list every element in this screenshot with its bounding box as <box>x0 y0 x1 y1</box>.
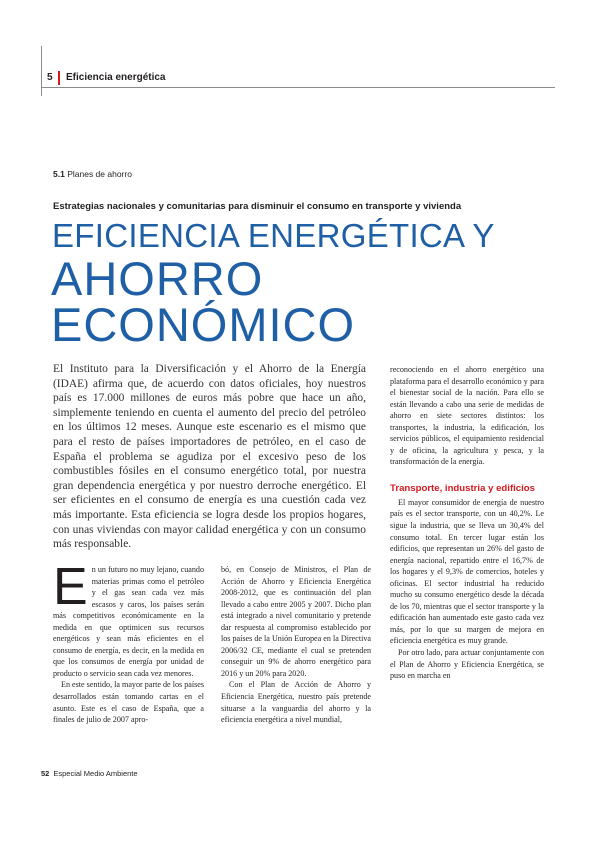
paragraph: n un futuro no muy lejano, cuando materias primas como el petróleo y el gas sean cada vez más escasos y caros, los países serán más competitivos económicamente en la medida en que optimicen sus recursos energéticos y sean más eficientes en el consumo de energía, es decir, en la medida en que los consumos de energía por unidad de producto o servicio sean cada vez menores. <box>53 565 204 678</box>
article-intro: El Instituto para la Diversificación y el Ahorro de la Energía (IDAE) afirma que, de acuerdo con datos oficiales, hoy nuestros país es 17.000 millones de euros más pobre que hace un año, simplemente teniendo en cuenta el aumento del precio del petróleo en los últimos 12 meses. Aunque este escenario es el mismo que para el resto de países importadores de petróleo, en el caso de España el problema se agudiza por el excesivo peso de los combustibles fósiles en el consumo energético total, por nuestra gran dependencia energética y por nuestro derroche energético. El ser eficientes en el consumo de energía es una cuestión cada vez más importante. Esta eficiencia se logra desde los propios hogares, con unas viviendas con mayor calidad energética y con un consumo más responsable. <box>53 363 366 551</box>
section-name: Planes de ahorro <box>67 169 132 179</box>
body-column-2 <box>221 564 371 726</box>
section-label <box>53 169 132 179</box>
page-number: 52 <box>41 769 50 778</box>
chapter-number: 5 <box>47 72 53 83</box>
headline-line-2: AHORRO <box>51 252 264 305</box>
drop-cap: E <box>53 558 88 616</box>
publication-name: Especial Medio Ambiente <box>53 769 138 778</box>
running-header <box>41 71 555 87</box>
paragraph: Con el Plan de Acción de Ahorro y Eficiencia Energética, nuestro país pretende situarse a la vanguardia del ahorro y la eficiencia energética a nivel mundial, <box>221 680 371 725</box>
body-column-1 <box>53 558 204 726</box>
article-kicker: Estrategias nacionales y comunitarias para disminuir el consumo en transporte y vivienda <box>53 201 462 212</box>
paragraph: El mayor consumidor de energía de nuestro país es el sector transporte, con un 40,2%. Le sigue la industria, que se lleva un 30,4% del consumo total. En tercer lugar están los edificios, que representan un 26% del gasto de energía nacional, repartido entre el 16,7% de los hogares y el 9,3% de comercios, hoteles y oficinas. El sector industrial ha reducido mucho su consumo energético desde la década de los 70, mientras que el sector transporte y la edificación han aumentado este gasto cada vez más, por lo que su margen de mejora en eficiencia energética es muy grande. <box>390 497 544 646</box>
header-rule <box>41 87 555 88</box>
headline-line-3: ECONÓMICO <box>51 298 356 351</box>
headline-line-1: EFICIENCIA ENERGÉTICA Y <box>52 217 495 254</box>
body-column-3 <box>390 364 544 682</box>
chapter-title: Eficiencia energética <box>66 72 166 83</box>
header-accent-bar <box>58 71 60 85</box>
subheading: Transporte, industria y edificios <box>390 482 536 494</box>
paragraph: reconociendo en el ahorro energético una plataforma para el desarrollo económico y para el bienestar social de la nación. Para ello se están llevando a cabo una serie de medidas de ahorro en siete sectores distintos: los transportes, la industria, la edificación, los servicios públicos, el equipamiento residencial y de oficina, la agricultura y pesca, y la transformación de la energía. <box>390 365 544 467</box>
paragraph: Por otro lado, para actuar conjuntamente con el Plan de Ahorro y Eficiencia Energética, se puso en marcha en <box>390 648 544 681</box>
paragraph: bó, en Consejo de Ministros, el Plan de Acción de Ahorro y Eficiencia Energética 2008-2012, que es continuación del plan llevado a cabo entre 2005 y 2007. Dicho plan está integrado a nivel comunitario y pretende dar respuesta al compromiso establecido por los países de la Unión Europea en la Directiva 2006/32 CE, mediante el cual se pretenden conseguir un 9% de ahorro energético para 2016 y un 20% para 2020. <box>221 565 371 678</box>
paragraph: En este sentido, la mayor parte de los países desarrollados están tomando cartas en el asunto. Este es el caso de España, que a finales de julio de 2007 apro- <box>53 680 204 725</box>
page-footer <box>41 769 138 778</box>
section-number: 5.1 <box>53 169 65 179</box>
